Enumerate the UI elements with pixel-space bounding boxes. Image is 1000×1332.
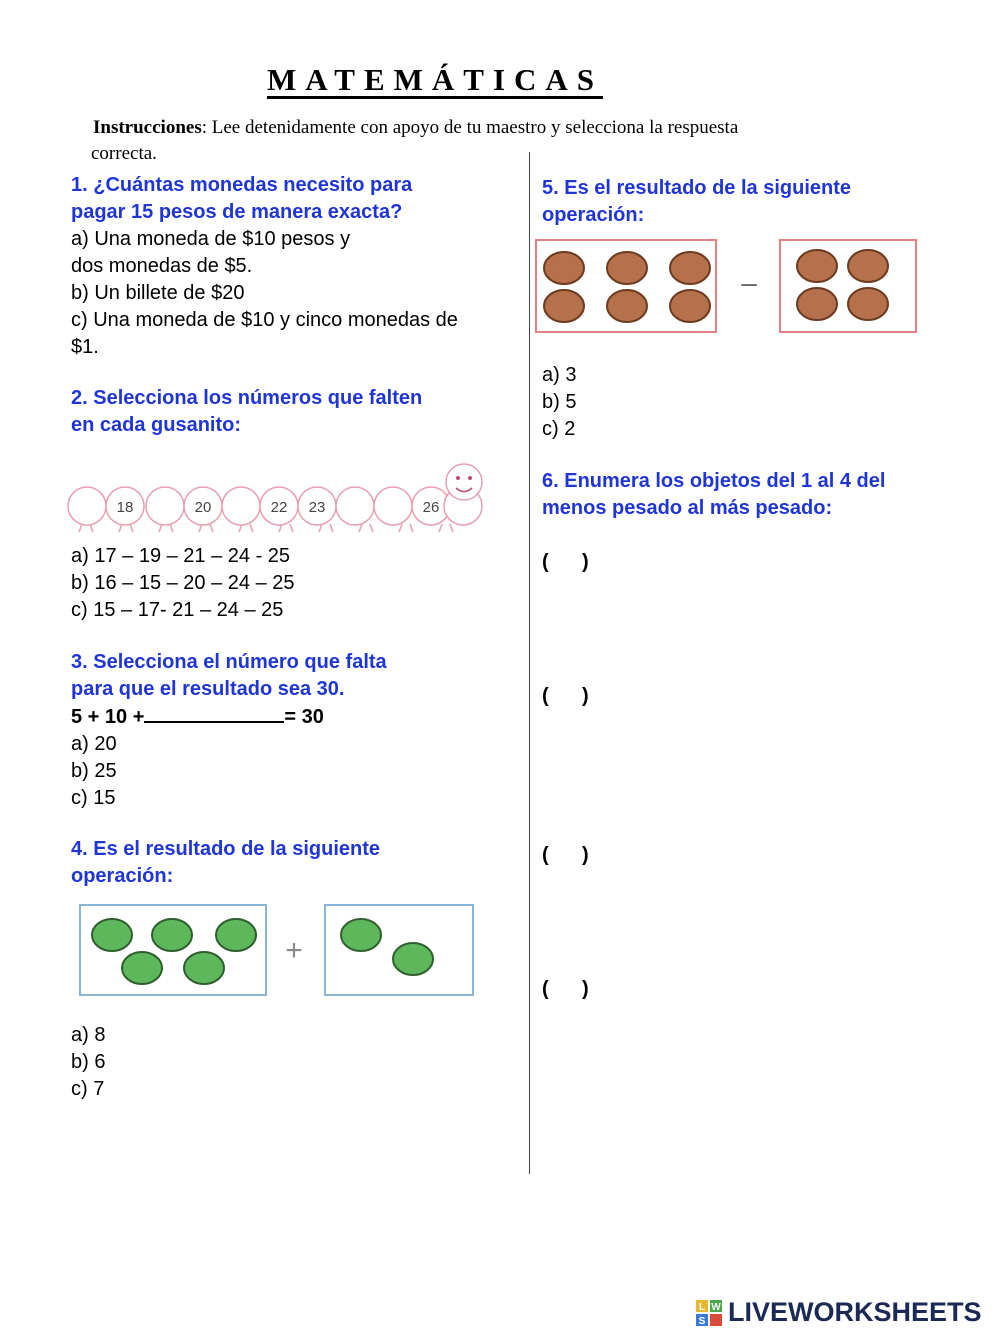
answer-slot-2[interactable]: ( ) <box>542 685 589 707</box>
green-coin <box>122 952 162 984</box>
question-2-title: 2. Selecciona los números que falten <box>71 387 423 409</box>
answer-slot-1[interactable]: ( ) <box>542 551 589 573</box>
green-coin <box>393 943 433 975</box>
question-3 <box>71 649 521 812</box>
question-5-option-a[interactable]: a) 3 <box>542 364 577 386</box>
question-2-option-b[interactable]: b) 16 – 15 – 20 – 24 – 25 <box>71 572 295 594</box>
question-3-equation <box>71 703 521 731</box>
brown-coin <box>544 252 584 284</box>
question-2-options <box>71 543 521 624</box>
worm-segment-8 <box>336 487 374 525</box>
answer-blank[interactable] <box>144 703 284 723</box>
worm-segment-1 <box>68 487 106 525</box>
answer-slot-3[interactable]: ( ) <box>542 844 589 866</box>
instructions-label: Instrucciones <box>93 117 202 138</box>
worm-segment-3 <box>146 487 184 525</box>
caterpillar-image <box>66 458 506 540</box>
answer-slot-4[interactable]: ( ) <box>542 978 589 1000</box>
question-1-option-c-cont[interactable]: $1. <box>71 336 99 358</box>
question-3-option-b[interactable]: b) 25 <box>71 760 117 782</box>
instructions <box>93 115 873 167</box>
question-4-option-b[interactable]: b) 6 <box>71 1051 106 1073</box>
equation-left: 5 + 10 + <box>71 706 145 728</box>
question-6 <box>542 468 982 522</box>
green-coin <box>184 952 224 984</box>
brown-coin <box>670 290 710 322</box>
question-1-title-2: pagar 15 pesos de manera exacta? <box>71 201 403 223</box>
question-5-title: 5. Es el resultado de la siguiente <box>542 177 851 199</box>
worm-head <box>446 464 482 500</box>
worm-number-23: 23 <box>308 499 326 516</box>
worm-segment-5 <box>222 487 260 525</box>
question-5-options <box>542 362 982 443</box>
coin-box-right <box>780 240 916 332</box>
question-1-option-a[interactable]: a) Una moneda de $10 pesos y <box>71 228 351 250</box>
question-5-title-2: operación: <box>542 204 645 226</box>
brown-coin <box>670 252 710 284</box>
question-4-option-c[interactable]: c) 7 <box>71 1078 105 1100</box>
brown-coin <box>848 288 888 320</box>
question-3-option-a[interactable]: a) 20 <box>71 733 117 755</box>
worm-number-26: 26 <box>422 499 440 516</box>
worm-number-20: 20 <box>194 499 212 516</box>
question-5 <box>542 175 982 229</box>
green-coin <box>341 919 381 951</box>
svg-text:L: L <box>698 1301 706 1313</box>
brown-coin <box>607 252 647 284</box>
liveworksheets-icon <box>696 1300 722 1326</box>
green-coins-image <box>78 902 478 998</box>
question-1-title: 1. ¿Cuántas monedas necesito para <box>71 174 413 196</box>
column-divider <box>529 152 530 1174</box>
plus-operator: + <box>285 934 303 967</box>
question-5-option-b[interactable]: b) 5 <box>542 391 577 413</box>
question-5-option-c[interactable]: c) 2 <box>542 418 576 440</box>
green-coin <box>92 919 132 951</box>
question-4 <box>71 836 521 890</box>
question-1-option-b[interactable]: b) Un billete de $20 <box>71 282 245 304</box>
instructions-text: : Lee detenidamente con apoyo de tu maestro y selecciona la respuesta <box>201 117 739 138</box>
liveworksheets-logo <box>696 1297 982 1328</box>
question-4-title: 4. Es el resultado de la siguiente <box>71 838 380 860</box>
question-2 <box>71 385 521 439</box>
brown-coins-image <box>534 236 918 340</box>
question-3-option-c[interactable]: c) 15 <box>71 787 116 809</box>
equation-right: = 30 <box>284 706 324 728</box>
minus-operator: – <box>741 267 757 298</box>
question-1-option-a-cont[interactable]: dos monedas de $5. <box>71 255 253 277</box>
green-coin <box>216 919 256 951</box>
question-1 <box>71 172 521 361</box>
question-4-title-2: operación: <box>71 865 174 887</box>
liveworksheets-wordmark: LIVEWORKSHEETS <box>728 1297 982 1327</box>
instructions-text-2: correcta. <box>91 143 157 164</box>
question-4-option-a[interactable]: a) 8 <box>71 1024 106 1046</box>
worm-segment-9 <box>374 487 412 525</box>
question-4-options <box>71 1022 521 1103</box>
page-title: MATEMÁTICAS <box>266 62 604 97</box>
question-1-option-c[interactable]: c) Una moneda de $10 y cinco monedas de <box>71 309 458 331</box>
brown-coin <box>797 250 837 282</box>
question-2-option-c[interactable]: c) 15 – 17- 21 – 24 – 25 <box>71 599 284 621</box>
question-6-title-2: menos pesado al más pesado: <box>542 497 833 519</box>
question-2-title-2: en cada gusanito: <box>71 414 242 436</box>
question-3-title-2: para que el resultado sea 30. <box>71 678 345 700</box>
question-2-option-a[interactable]: a) 17 – 19 – 21 – 24 - 25 <box>71 545 291 567</box>
question-6-title: 6. Enumera los objetos del 1 al 4 del <box>542 470 886 492</box>
worm-number-22: 22 <box>270 499 288 516</box>
green-coin <box>152 919 192 951</box>
question-3-title: 3. Selecciona el número que falta <box>71 651 387 673</box>
svg-text:S: S <box>698 1315 706 1326</box>
brown-coin <box>797 288 837 320</box>
brown-coin <box>544 290 584 322</box>
worm-number-18: 18 <box>116 499 134 516</box>
brown-coin <box>848 250 888 282</box>
svg-text:W: W <box>711 1301 721 1313</box>
brown-coin <box>607 290 647 322</box>
